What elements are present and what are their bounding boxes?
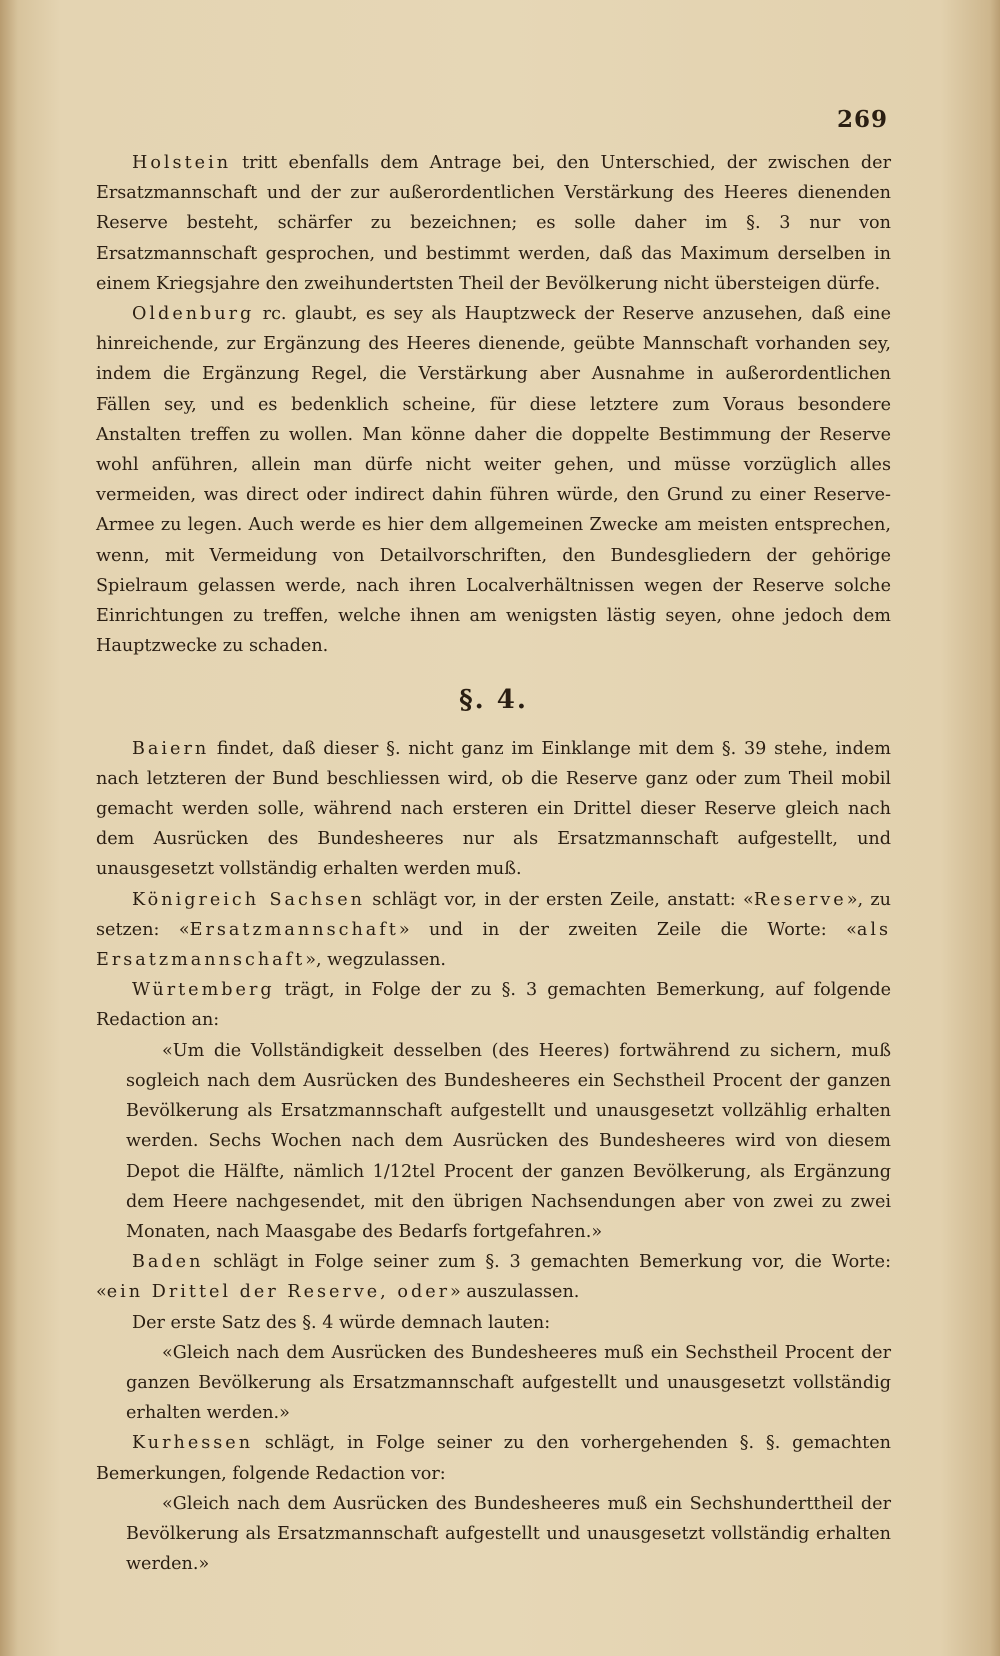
paragraph-holstein [96, 148, 891, 299]
paragraph-text: findet, daß dieser §. nicht ganz im Einklange mit dem §. 39 stehe, indem nach letzteren der Bund beschliessen wird, ob die Reserve ganz oder zum Theil mobil gemacht werden solle, während nach ersteren ein Drittel dieser Reserve gleich nach dem Ausrücken des Bundesheeres nur als Ersatzmannschaft aufgestellt, und unausgesetzt vollständig erhalten werden muß. [96, 738, 891, 880]
quoted-word: Reserve [753, 889, 847, 910]
state-name: Königreich Sachsen [132, 889, 365, 910]
quoted-word: als Ersatzmannschaft [96, 919, 891, 971]
paragraph-text: schlägt vor, in der ersten Zeile, anstatt: « [364, 889, 754, 910]
state-name: Kurhessen [132, 1433, 254, 1454]
state-name: Oldenburg [132, 304, 255, 325]
quoted-word: ein Drittel der Reserve, oder [106, 1282, 451, 1303]
state-name: Würtemberg [132, 980, 275, 1001]
paragraph-sachsen [96, 885, 891, 976]
paragraph-baden-2: Der erste Satz des §. 4 würde demnach lauten: [132, 1312, 551, 1333]
paragraph-text: », zu setzen: « [96, 889, 891, 940]
page-body [96, 148, 891, 1579]
paragraph-text: » auszulassen. [450, 1282, 580, 1303]
page-number: 269 [836, 106, 888, 133]
paragraph-text: rc. glaubt, es sey als Hauptzweck der Reserve anzusehen, daß eine hinreichende, zur Ergänzung des Heeres dienende, geübte Mannschaft vorhanden sey, indem die Ergänzung Regel, die Verstärkung aber Ausnahme in außerordentlichen Fällen sey, und es bedenklich scheine, für diese letztere zum Voraus besondere Anstalten treffen zu wollen. Man könne daher die doppelte Bestimmung der Reserve wohl anführen, allein man dürfe nicht weiter gehen, und müsse vorzüglich alles vermeiden, was direct oder indirect dahin führen würde, den Grund zu einer Reserve-Armee zu legen. Auch werde es hier dem allgemeinen Zwecke am meisten entsprechen, wenn, mit Vermeidung von Detailvorschriften, den Bundesgliedern der gehörige Spielraum gelassen werde, nach ihren Localverhältnissen wegen der Reserve solche Einrichtungen zu treffen, welche ihnen am wenigsten lästig seyen, ohne jedoch dem Hauptzwecke zu schaden. [96, 304, 891, 657]
paragraph-wuertemberg [96, 975, 891, 1035]
state-name: Holstein [132, 153, 232, 173]
quote-kurhessen: «Gleich nach dem Ausrücken des Bundesheeres muß ein Sechshunderttheil der Bevölkerung als Ersatzmannschaft aufgestellt und unausgesetzt vollständig erhalten werden.» [126, 1493, 891, 1575]
paragraph-baiern [96, 734, 891, 885]
paragraph-baden [96, 1247, 891, 1307]
paragraph-text: trägt, in Folge der zu §. 3 gemachten Bemerkung, auf folgende Redaction an: [96, 980, 891, 1031]
paragraph-kurhessen [96, 1428, 891, 1488]
section-heading: §. 4. [459, 685, 528, 716]
quote-wuertemberg: «Um die Vollständigkeit desselben (des Heeres) fortwährend zu sichern, muß sogleich nach dem Ausrücken des Bundesheeres ein Sechstheil Procent der ganzen Bevölkerung als Ersatzmannschaft aufgestellt und unausgesetzt vollzählig erhalten werden. Sechs Wochen nach dem Ausrücken des Bundesheeres wird von diesem Depot die Hälfte, nämlich 1/12tel Procent der ganzen Bevölkerung, als Ergänzung dem Heere nachgesendet, mit den übrigen Nachsendungen aber von zwei zu zwei Monaten, nach Maasgabe des Bedarfs fortgefahren.» [126, 1040, 891, 1242]
paragraph-text: schlägt, in Folge seiner zu den vorhergehenden §. §. gemachten Bemerkungen, folgende Redaction vor: [96, 1433, 891, 1484]
quote-baden: «Gleich nach dem Ausrücken des Bundesheeres muß ein Sechstheil Procent der ganzen Bevölkerung als Ersatzmannschaft aufgestellt und unausgesetzt vollständig erhalten werden.» [126, 1342, 891, 1424]
paragraph-text: schlägt in Folge seiner zum §. 3 gemachten Bemerkung vor, die Worte: « [96, 1252, 891, 1303]
paragraph-oldenburg [96, 299, 891, 661]
quoted-word: Ersatzmannschaft [189, 919, 399, 940]
paragraph-text: », wegzulassen. [305, 950, 447, 971]
state-name: Baden [132, 1252, 204, 1273]
paragraph-text: » und in der zweiten Zeile die Worte: « [398, 919, 857, 940]
state-name: Baiern [132, 738, 210, 759]
paragraph-text: tritt ebenfalls dem Antrage bei, den Unterschied, der zwischen der Ersatzmannschaft und der zur außerordentlichen Verstärkung des Heeres dienenden Reserve besteht, schärfer zu bezeichnen; es solle daher im §. 3 nur von Ersatzmannschaft gesprochen, und bestimmt werden, daß das Maximum derselben in einem Kriegsjahre den zweihundertsten Theil der Bevölkerung nicht übersteigen dürfe. [96, 153, 891, 294]
